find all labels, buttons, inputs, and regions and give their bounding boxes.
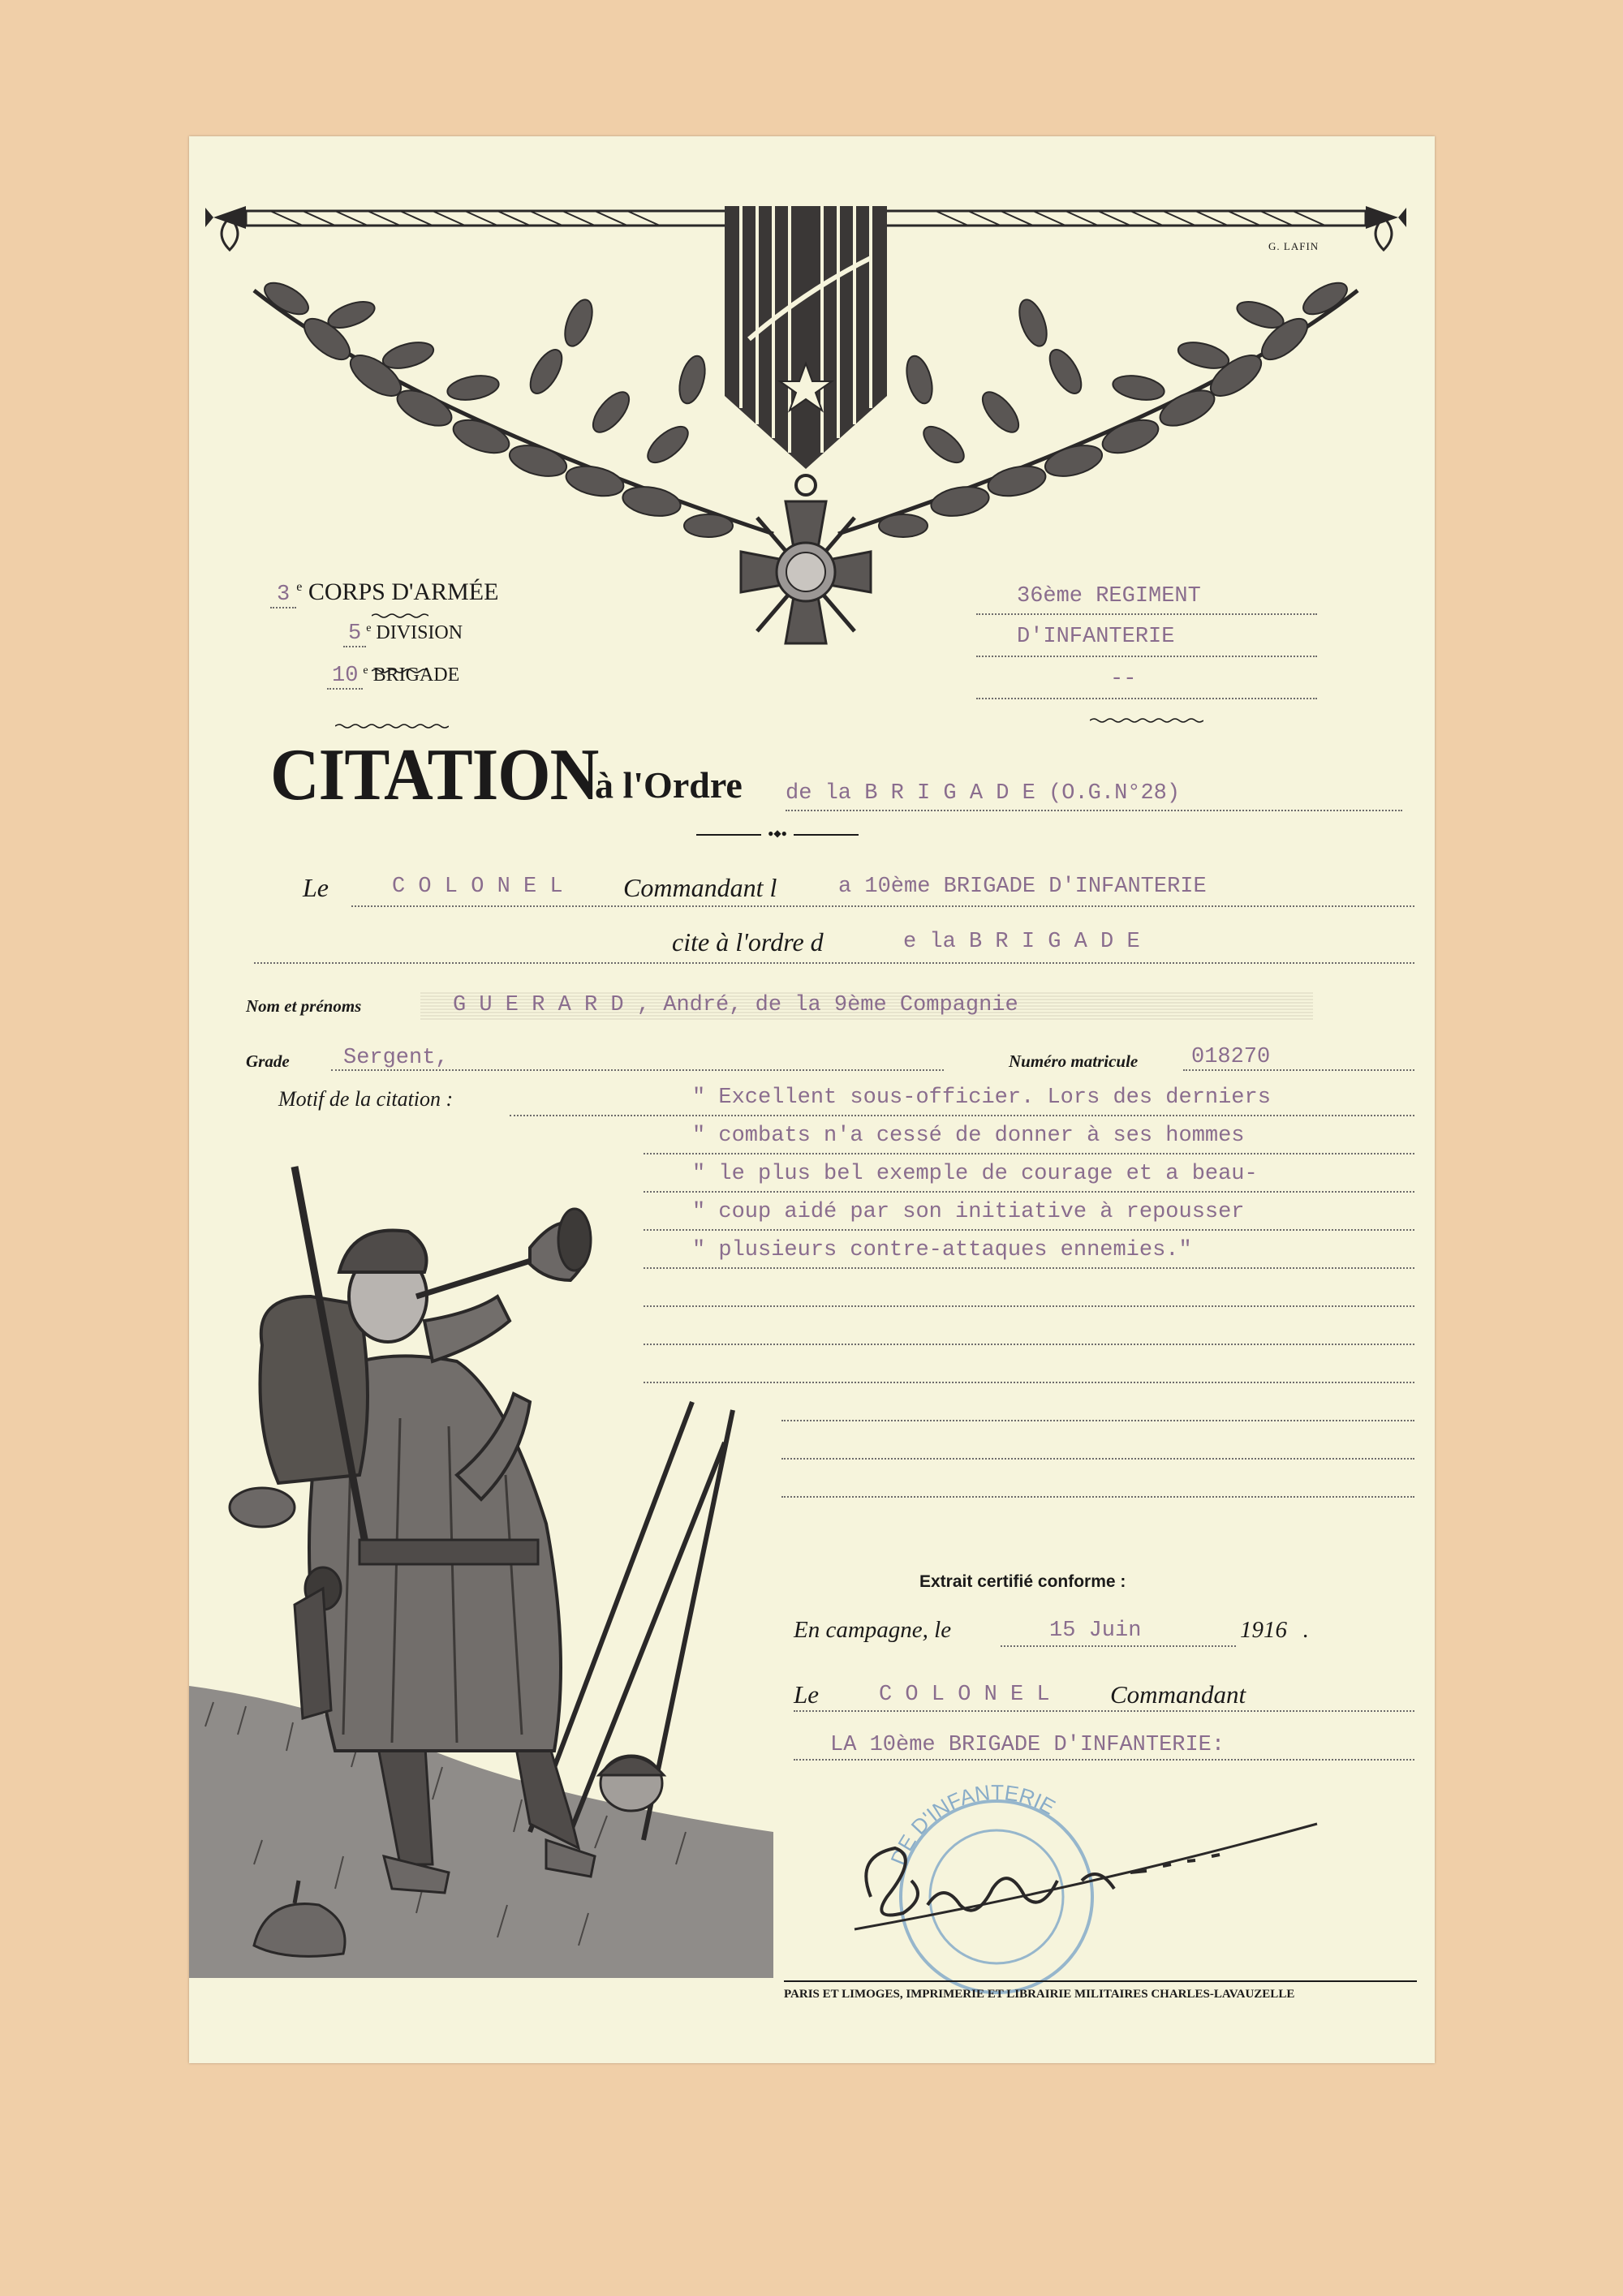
date-period: . — [1302, 1617, 1309, 1643]
wavy-divider — [335, 723, 449, 729]
motif-dotted-line — [781, 1420, 1414, 1421]
brigade-suffix: e — [363, 664, 368, 677]
grade-value: Sergent, — [343, 1046, 449, 1070]
issuer-dotted-line — [351, 905, 1414, 907]
grade-dotted-line — [331, 1069, 944, 1071]
motif-line: " le plus bel exemple de courage et a beau- — [692, 1162, 1258, 1186]
brigade-number: 10 — [327, 664, 363, 690]
regiment-block — [976, 584, 1317, 701]
division-suffix: e — [366, 622, 372, 634]
matricule-value: 018270 — [1191, 1045, 1271, 1069]
division-label: DIVISION — [376, 622, 463, 643]
certification-year: 1916 — [1240, 1617, 1287, 1643]
motif-dotted-line — [781, 1458, 1414, 1460]
matricule-dotted-line — [1183, 1069, 1414, 1071]
motif-line: " plusieurs contre-attaques ennemies." — [692, 1238, 1192, 1262]
motif-line: " Excellent sous-officier. Lors des derniers — [692, 1086, 1271, 1110]
wavy-divider — [1090, 717, 1203, 724]
cert-le: Le — [794, 1680, 819, 1709]
colonel-signature — [838, 1799, 1406, 1978]
citation-document — [189, 136, 1435, 2063]
wavy-divider — [372, 613, 428, 619]
footer-rule — [784, 1980, 1417, 1982]
cert-commandant: Commandant — [1110, 1680, 1246, 1709]
bugler-soldier-illustration — [189, 1134, 773, 1978]
unit-hierarchy-block — [270, 578, 498, 688]
corps-label: CORPS D'ARMÉE — [308, 578, 499, 605]
en-campagne-label: En campagne, le — [794, 1617, 952, 1643]
corps-number: 3 — [270, 583, 296, 608]
certification-date: 15 Juin — [1049, 1619, 1142, 1643]
motif-label: Motif de la citation : — [278, 1087, 454, 1111]
cert-unit: LA 10ème BRIGADE D'INFANTERIE: — [830, 1733, 1225, 1757]
title-dotted-line — [786, 810, 1402, 811]
corps-suffix: e — [296, 580, 303, 594]
motif-line: " coup aidé par son initiative à repousser — [692, 1200, 1245, 1224]
date-dotted-line — [1001, 1645, 1236, 1647]
extrait-label: Extrait certifié conforme : — [919, 1572, 1126, 1591]
document-subtitle: à l'Ordre — [595, 764, 743, 806]
cite-label: cite à l'ordre d — [672, 927, 824, 957]
motif-line: " combats n'a cessé de donner à ses hommes — [692, 1124, 1245, 1148]
issuer-rank: C O L O N E L — [392, 875, 563, 899]
matricule-label: Numéro matricule — [1009, 1051, 1139, 1071]
cert-dotted-line — [794, 1710, 1414, 1712]
issuer-commandant: Commandant l — [623, 873, 777, 902]
stamp-text: DE D'INFANTERIE — [885, 1779, 1060, 1869]
regiment-line-2: D'INFANTERIE — [1017, 625, 1175, 649]
cert-dotted-line — [794, 1759, 1414, 1761]
cite-dotted-line — [254, 962, 1414, 964]
title-typed-order: de la B R I G A D E (O.G.N°28) — [786, 781, 1181, 806]
nom-label: Nom et prénoms — [246, 996, 362, 1016]
issuer-unit: a 10ème BRIGADE D'INFANTERIE — [838, 875, 1207, 899]
motif-dotted-line — [510, 1115, 1414, 1116]
wavy-divider — [372, 668, 428, 674]
division-number: 5 — [343, 621, 366, 647]
cite-value: e la B R I G A D E — [903, 930, 1140, 954]
cert-rank: C O L O N E L — [879, 1683, 1050, 1707]
brigade-label: BRIGADE — [372, 664, 460, 686]
document-title: CITATION — [270, 734, 599, 816]
grade-label: Grade — [246, 1051, 290, 1071]
regiment-line-1: 36ème REGIMENT — [1017, 584, 1201, 608]
regiment-line-3: -- — [1110, 667, 1137, 691]
issuer-le: Le — [303, 873, 329, 902]
printer-imprint: PARIS ET LIMOGES, IMPRIMERIE ET LIBRAIRIE MILITAIRES CHARLES-LAVAUZELLE — [784, 1988, 1295, 2001]
title-rule-ornament: ●◆● — [761, 828, 794, 839]
nom-value: G U E R A R D , André, de la 9ème Compagnie — [453, 993, 1018, 1017]
artist-signature: G. LAFIN — [1268, 240, 1319, 252]
motif-dotted-line — [781, 1496, 1414, 1498]
